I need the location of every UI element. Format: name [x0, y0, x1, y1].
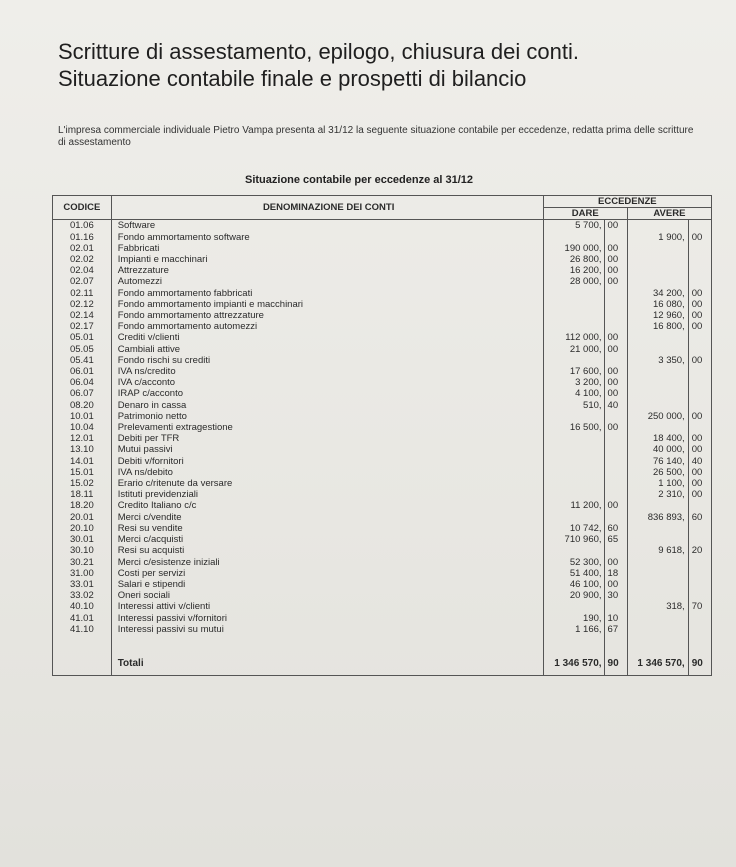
dare-integer: 5 700,: [575, 220, 602, 232]
table-row: [53, 220, 712, 232]
account-code: 02.07: [53, 276, 112, 287]
avere-decimal: [688, 388, 711, 399]
avere-decimal: [688, 344, 711, 355]
account-name: Fondo ammortamento attrezzature: [111, 310, 543, 321]
account-code: 41.01: [53, 613, 112, 624]
account-name: Attrezzature: [111, 265, 543, 276]
table-row: [53, 344, 712, 355]
dare-decimal: 00: [604, 366, 627, 377]
account-name: IVA ns/credito: [111, 366, 543, 377]
account-code: 08.20: [53, 400, 112, 411]
dare-decimal: 00: [604, 254, 627, 265]
table-row: [53, 478, 712, 489]
dare-integer: 112 000,: [565, 332, 602, 344]
dare-decimal: 00: [604, 243, 627, 254]
avere-decimal: 00: [688, 232, 711, 243]
dare-integer: 46 100,: [569, 578, 602, 590]
account-code: 41.10: [53, 624, 112, 635]
avere-integer: [627, 377, 688, 388]
title-line-2: Situazione contabile finale e prospetti di bilancio: [58, 66, 527, 91]
table-row: [53, 579, 712, 590]
avere-decimal: 20: [688, 545, 711, 556]
dare-decimal: [604, 467, 627, 478]
account-code: 02.04: [53, 265, 112, 276]
avere-integer: 16 080,: [652, 298, 685, 310]
avere-decimal: [688, 579, 711, 590]
dare-integer: 26 800,: [569, 254, 602, 266]
account-code: 06.07: [53, 388, 112, 399]
dare-decimal: 60: [604, 523, 627, 534]
header-name: DENOMINAZIONE DEI CONTI: [111, 196, 543, 220]
table-row: [53, 467, 712, 478]
avere-decimal: 00: [688, 288, 711, 299]
dare-integer: 1 166,: [575, 623, 602, 635]
table-row: [53, 601, 712, 612]
dare-integer: 510,: [583, 399, 602, 411]
avere-decimal: [688, 400, 711, 411]
account-name: Erario c/ritenute da versare: [111, 478, 543, 489]
table-row: [53, 411, 712, 422]
avere-decimal: 00: [688, 478, 711, 489]
table-row: [53, 310, 712, 321]
avere-integer: 1 100,: [658, 478, 685, 490]
dare-integer: 16 200,: [569, 265, 602, 277]
avere-decimal: [688, 276, 711, 287]
avere-decimal: [688, 243, 711, 254]
avere-integer: [627, 366, 688, 377]
avere-decimal: [688, 534, 711, 545]
account-name: Interessi passivi v/fornitori: [111, 613, 543, 624]
avere-decimal: 00: [688, 299, 711, 310]
table-row: [53, 489, 712, 500]
avere-integer: 318,: [666, 601, 685, 613]
account-name: Interessi passivi su mutui: [111, 624, 543, 635]
dare-decimal: [604, 512, 627, 523]
header-code: CODICE: [53, 196, 112, 220]
avere-decimal: [688, 332, 711, 343]
avere-decimal: [688, 220, 711, 232]
account-name: Denaro in cassa: [111, 400, 543, 411]
table-row: [53, 590, 712, 601]
table-row: [53, 332, 712, 343]
account-code: 01.06: [53, 220, 112, 232]
dare-decimal: [604, 456, 627, 467]
account-code: 12.01: [53, 433, 112, 444]
dare-decimal: [604, 433, 627, 444]
account-name: Merci c/acquisti: [111, 534, 543, 545]
table-row: [53, 288, 712, 299]
account-name: IVA ns/debito: [111, 467, 543, 478]
avere-decimal: [688, 265, 711, 276]
dare-decimal: [604, 288, 627, 299]
account-code: 31.00: [53, 568, 112, 579]
avere-integer: [627, 332, 688, 343]
avere-decimal: 00: [688, 467, 711, 478]
dare-decimal: 40: [604, 400, 627, 411]
table-row: [53, 523, 712, 534]
avere-decimal: 00: [688, 321, 711, 332]
avere-decimal: [688, 613, 711, 624]
dare-integer: 190 000,: [564, 242, 602, 254]
header-eccedenze: ECCEDENZE: [543, 196, 711, 208]
account-name: Salari e stipendi: [111, 579, 543, 590]
account-name: Crediti v/clienti: [111, 332, 543, 343]
dare-integer: [543, 512, 604, 523]
dare-integer: [543, 467, 604, 478]
totals-label: Totali: [111, 653, 543, 676]
dare-integer: [543, 489, 604, 500]
dare-decimal: 00: [604, 579, 627, 590]
account-code: 13.10: [53, 444, 112, 455]
dare-integer: [543, 456, 604, 467]
dare-decimal: 65: [604, 534, 627, 545]
avere-decimal: [688, 366, 711, 377]
dare-decimal: 00: [604, 332, 627, 343]
account-name: Fondo ammortamento software: [111, 232, 543, 243]
account-name: Resi su vendite: [111, 523, 543, 534]
account-name: IVA c/acconto: [111, 377, 543, 388]
dare-integer: 11 200,: [570, 500, 602, 512]
spacer-cell: [543, 635, 604, 653]
account-code: 30.10: [53, 545, 112, 556]
avere-decimal: [688, 422, 711, 433]
avere-integer: [627, 388, 688, 399]
account-code: 02.01: [53, 243, 112, 254]
avere-integer: [627, 568, 688, 579]
avere-integer: 16 800,: [652, 321, 685, 333]
dare-integer: [543, 433, 604, 444]
account-name: Fondo ammortamento fabbricati: [111, 288, 543, 299]
dare-decimal: [604, 478, 627, 489]
account-name: Cambiali attive: [111, 344, 543, 355]
table-row: [53, 377, 712, 388]
account-code: 40.10: [53, 601, 112, 612]
dare-integer: [543, 355, 604, 366]
table-row: [53, 321, 712, 332]
avere-integer: [627, 590, 688, 601]
avere-integer: 250 000,: [647, 410, 685, 422]
totals-row: [53, 653, 712, 676]
account-code: 18.11: [53, 489, 112, 500]
account-code: 30.01: [53, 534, 112, 545]
avere-decimal: 00: [688, 489, 711, 500]
dare-decimal: [604, 310, 627, 321]
avere-decimal: [688, 254, 711, 265]
account-code: 02.17: [53, 321, 112, 332]
avere-decimal: 00: [688, 411, 711, 422]
account-name: Prelevamenti extragestione: [111, 422, 543, 433]
dare-integer: 3 200,: [575, 377, 602, 389]
avere-decimal: 60: [688, 512, 711, 523]
spacer-cell: [627, 635, 688, 653]
avere-integer: [627, 613, 688, 624]
table-row: [53, 500, 712, 511]
table-caption: Situazione contabile per eccedenze al 31/12: [245, 174, 474, 186]
avere-integer: [627, 500, 688, 511]
account-name: Merci c/vendite: [111, 512, 543, 523]
dare-decimal: 00: [604, 500, 627, 511]
spacer-cell: [604, 635, 627, 653]
account-name: Oneri sociali: [111, 590, 543, 601]
dare-decimal: [604, 299, 627, 310]
dare-decimal: [604, 601, 627, 612]
avere-integer: [627, 624, 688, 635]
page-title: [58, 38, 579, 92]
account-name: Automezzi: [111, 276, 543, 287]
dare-integer: [543, 545, 604, 556]
table-row: [53, 276, 712, 287]
avere-integer: 9 618,: [658, 545, 685, 557]
account-name: Fondo ammortamento impianti e macchinari: [111, 299, 543, 310]
spacer-row: [53, 635, 712, 653]
dare-integer: 4 100,: [575, 388, 602, 400]
avere-integer: [627, 400, 688, 411]
dare-integer: 190,: [583, 612, 602, 624]
dare-integer: 17 600,: [569, 366, 602, 378]
totals-dare-integer: 1 346 570,: [554, 658, 602, 670]
account-code: 18.20: [53, 500, 112, 511]
dare-decimal: [604, 232, 627, 243]
spacer-cell: [111, 635, 543, 653]
avere-integer: 26 500,: [652, 466, 685, 478]
account-name: Fabbricati: [111, 243, 543, 254]
avere-integer: 2 310,: [658, 489, 685, 501]
table-row: [53, 232, 712, 243]
avere-integer: [627, 557, 688, 568]
avere-integer: [627, 220, 688, 232]
dare-integer: [543, 288, 604, 299]
avere-integer: 3 350,: [658, 354, 685, 366]
account-name: Costi per servizi: [111, 568, 543, 579]
totals-avere-decimal: 90: [688, 653, 711, 676]
account-name: Debiti v/fornitori: [111, 456, 543, 467]
dare-integer: 52 300,: [569, 556, 602, 568]
table-row: [53, 456, 712, 467]
dare-decimal: [604, 545, 627, 556]
account-code: 10.04: [53, 422, 112, 433]
table-row: [53, 545, 712, 556]
table-row: [53, 355, 712, 366]
account-code: 05.41: [53, 355, 112, 366]
dare-integer: [543, 299, 604, 310]
title-line-1: Scritture di assestamento, epilogo, chiusura dei conti.: [58, 39, 579, 64]
avere-integer: [627, 534, 688, 545]
avere-integer: 1 900,: [658, 231, 685, 243]
avere-integer: [627, 422, 688, 433]
avere-integer: 40 000,: [652, 444, 685, 456]
table-row: [53, 254, 712, 265]
table-row: [53, 624, 712, 635]
avere-decimal: 00: [688, 355, 711, 366]
intro-paragraph: L'impresa commerciale individuale Pietro Vampa presenta al 31/12 la seguente situazione contabile per eccedenze, redatta prima delle scritture di assestamento: [58, 125, 694, 148]
table-row: [53, 613, 712, 624]
dare-decimal: 00: [604, 220, 627, 232]
avere-integer: [627, 243, 688, 254]
avere-integer: 18 400,: [652, 433, 685, 445]
dare-integer: 20 900,: [569, 590, 602, 602]
ledger-table: [52, 195, 712, 676]
account-code: 15.02: [53, 478, 112, 489]
account-name: Credito Italiano c/c: [111, 500, 543, 511]
totals-dare-decimal: 90: [604, 653, 627, 676]
dare-decimal: 00: [604, 388, 627, 399]
dare-integer: 16 500,: [569, 422, 602, 434]
account-name: Interessi attivi v/clienti: [111, 601, 543, 612]
spacer-cell: [53, 635, 112, 653]
avere-decimal: [688, 624, 711, 635]
account-code: 20.10: [53, 523, 112, 534]
dare-decimal: 00: [604, 344, 627, 355]
account-code: 02.11: [53, 288, 112, 299]
account-code: 14.01: [53, 456, 112, 467]
avere-decimal: 00: [688, 310, 711, 321]
avere-decimal: [688, 568, 711, 579]
account-name: Software: [111, 220, 543, 232]
dare-decimal: 10: [604, 613, 627, 624]
table-row: [53, 366, 712, 377]
account-code: 15.01: [53, 467, 112, 478]
dare-integer: 21 000,: [569, 343, 602, 355]
account-name: Merci c/esistenze iniziali: [111, 557, 543, 568]
avere-integer: [627, 254, 688, 265]
table-row: [53, 422, 712, 433]
table-row: [53, 444, 712, 455]
dare-decimal: [604, 444, 627, 455]
avere-decimal: [688, 590, 711, 601]
account-code: 33.01: [53, 579, 112, 590]
dare-decimal: 18: [604, 568, 627, 579]
account-name: Debiti per TFR: [111, 433, 543, 444]
dare-decimal: 00: [604, 422, 627, 433]
avere-integer: [627, 265, 688, 276]
avere-integer: 12 960,: [652, 310, 685, 322]
account-code: 05.05: [53, 344, 112, 355]
account-code: 06.01: [53, 366, 112, 377]
avere-integer: [627, 579, 688, 590]
avere-decimal: 00: [688, 444, 711, 455]
account-code: 02.14: [53, 310, 112, 321]
dare-decimal: [604, 411, 627, 422]
header-avere: AVERE: [627, 208, 711, 220]
totals-avere-integer: 1 346 570,: [637, 658, 685, 670]
dare-decimal: 00: [604, 276, 627, 287]
table-row: [53, 265, 712, 276]
account-name: Fondo ammortamento automezzi: [111, 321, 543, 332]
avere-integer: [627, 276, 688, 287]
avere-decimal: [688, 377, 711, 388]
dare-decimal: 30: [604, 590, 627, 601]
table-row: [53, 568, 712, 579]
dare-integer: 51 400,: [569, 567, 602, 579]
dare-decimal: 00: [604, 265, 627, 276]
spacer-cell: [688, 635, 711, 653]
account-code: 01.16: [53, 232, 112, 243]
dare-integer: 28 000,: [569, 276, 602, 288]
dare-decimal: [604, 355, 627, 366]
avere-decimal: [688, 557, 711, 568]
dare-integer: 10 742,: [569, 522, 602, 534]
dare-integer: [543, 601, 604, 612]
dare-integer: 710 960,: [564, 534, 602, 546]
dare-decimal: 67: [604, 624, 627, 635]
dare-decimal: 00: [604, 557, 627, 568]
avere-decimal: [688, 500, 711, 511]
avere-decimal: [688, 523, 711, 534]
table-row: [53, 557, 712, 568]
table-row: [53, 388, 712, 399]
avere-integer: 836 893,: [647, 511, 685, 523]
account-name: Fondo rischi su crediti: [111, 355, 543, 366]
account-code: 20.01: [53, 512, 112, 523]
avere-integer: 34 200,: [652, 287, 685, 299]
dare-integer: [543, 310, 604, 321]
avere-decimal: 70: [688, 601, 711, 612]
table-row: [53, 299, 712, 310]
dare-decimal: 00: [604, 377, 627, 388]
dare-decimal: [604, 321, 627, 332]
table-row: [53, 433, 712, 444]
table-row: [53, 534, 712, 545]
dare-integer: [543, 321, 604, 332]
account-code: 10.01: [53, 411, 112, 422]
account-code: 33.02: [53, 590, 112, 601]
avere-decimal: 40: [688, 456, 711, 467]
account-name: Istituti previdenziali: [111, 489, 543, 500]
avere-decimal: 00: [688, 433, 711, 444]
account-code: 06.04: [53, 377, 112, 388]
dare-integer: [543, 232, 604, 243]
table-row: [53, 400, 712, 411]
avere-integer: 76 140,: [652, 455, 685, 467]
account-code: 02.02: [53, 254, 112, 265]
ledger-body: [53, 220, 712, 676]
table-row: [53, 243, 712, 254]
dare-integer: [543, 444, 604, 455]
header-dare: DARE: [543, 208, 627, 220]
account-name: IRAP c/acconto: [111, 388, 543, 399]
account-code: 05.01: [53, 332, 112, 343]
avere-integer: [627, 344, 688, 355]
account-code: 02.12: [53, 299, 112, 310]
account-name: Mutui passivi: [111, 444, 543, 455]
dare-decimal: [604, 489, 627, 500]
account-name: Resi su acquisti: [111, 545, 543, 556]
account-code: 30.21: [53, 557, 112, 568]
totals-code-cell: [53, 653, 112, 676]
avere-integer: [627, 523, 688, 534]
table-row: [53, 512, 712, 523]
account-name: Impianti e macchinari: [111, 254, 543, 265]
dare-integer: [543, 411, 604, 422]
account-name: Patrimonio netto: [111, 411, 543, 422]
dare-integer: [543, 478, 604, 489]
